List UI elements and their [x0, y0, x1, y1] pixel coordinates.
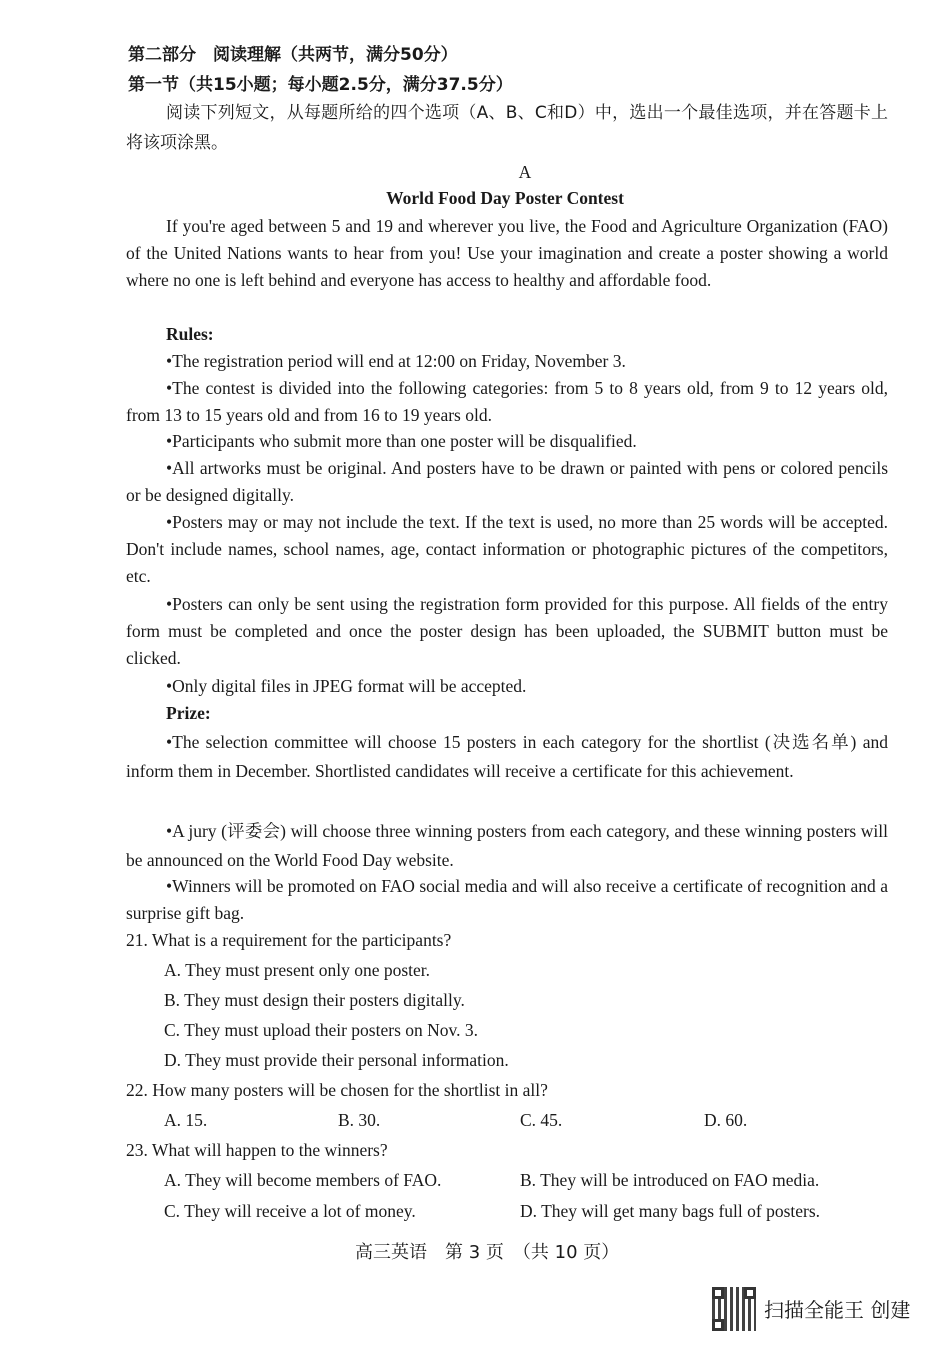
passage-letter: A	[518, 162, 532, 182]
question-22: 22. How many posters will be chosen for the shortlist in all?	[126, 1080, 548, 1100]
rule-item: •Participants who submit more than one poster will be disqualified.	[166, 431, 637, 451]
section-heading: 第一节（共15小题；每小题2.5分，满分37.5分）	[128, 75, 513, 95]
page-footer: 高三英语 第 3 页 （共 10 页）	[355, 1242, 620, 1263]
option-22c: C. 45.	[520, 1110, 563, 1130]
prize-heading: Prize:	[166, 703, 211, 723]
rule-item: •Only digital files in JPEG format will be accepted.	[166, 676, 527, 696]
rule-item: •All artworks must be original. And posters have to be drawn or painted with pens or colored pencils or be designed digitally.	[126, 458, 888, 506]
option-23a: A. They will become members of FAO.	[164, 1170, 442, 1190]
rule-item: •The registration period will end at 12:00 on Friday, November 3.	[166, 351, 626, 371]
option-23d: D. They will get many bags full of posters.	[520, 1201, 821, 1221]
rule-item: •Posters can only be sent using the registration form provided for this purpose. All fields of the entry form must be completed and once the poster design has been uploaded, the SUBMIT button must be clicked.	[126, 594, 888, 669]
option-21c: C. They must upload their posters on Nov. 3.	[164, 1020, 479, 1040]
passage-title: World Food Day Poster Contest	[386, 188, 624, 208]
part-heading: 第二部分 阅读理解（共两节，满分50分）	[128, 45, 458, 65]
rules-heading: Rules:	[166, 324, 214, 344]
option-22b: B. 30.	[338, 1110, 381, 1130]
question-21: 21. What is a requirement for the participants?	[126, 930, 452, 950]
prize-item: •The selection committee will choose 15 posters in each category for the shortlist (决选名单) and inform them in December. Shortlisted candidates will receive a certificate for this achievement.	[126, 732, 888, 781]
instructions: 阅读下列短文，从每题所给的四个选项（A、B、C和D）中，选出一个最佳选项，并在答题卡上将该项涂黑。	[126, 103, 888, 153]
qr-code-icon	[712, 1287, 756, 1331]
option-21d: D. They must provide their personal information.	[164, 1050, 509, 1070]
question-23: 23. What will happen to the winners?	[126, 1140, 388, 1160]
intro-paragraph: If you're aged between 5 and 19 and wherever you live, the Food and Agriculture Organization (FAO) of the United Nations wants to hear from you! Use your imagination and create a poster showing a world where no one is left behind and everyone has access to healthy and affordable food.	[126, 216, 888, 291]
option-21b: B. They must design their posters digitally.	[164, 990, 465, 1010]
option-23c: C. They will receive a lot of money.	[164, 1201, 416, 1221]
prize-item: •A jury (评委会) will choose three winning posters from each category, and these winning posters will be announced on the World Food Day website.	[126, 821, 888, 870]
scanner-watermark: 扫描全能王 创建	[764, 1298, 911, 1322]
rule-item: •The contest is divided into the following categories: from 5 to 8 years old, from 9 to 12 years old, from 13 to 15 years old and from 16 to 19 years old.	[126, 378, 888, 426]
rule-item: •Posters may or may not include the text. If the text is used, no more than 25 words will be accepted. Don't include names, school names, age, contact information or photographic pictures of the competitors, etc.	[126, 512, 888, 587]
prize-item: •Winners will be promoted on FAO social media and will also receive a certificate of recognition and a surprise gift bag.	[126, 876, 888, 924]
option-23b: B. They will be introduced on FAO media.	[520, 1170, 820, 1190]
option-22d: D. 60.	[704, 1110, 748, 1130]
option-21a: A. They must present only one poster.	[164, 960, 431, 980]
option-22a: A. 15.	[164, 1110, 208, 1130]
